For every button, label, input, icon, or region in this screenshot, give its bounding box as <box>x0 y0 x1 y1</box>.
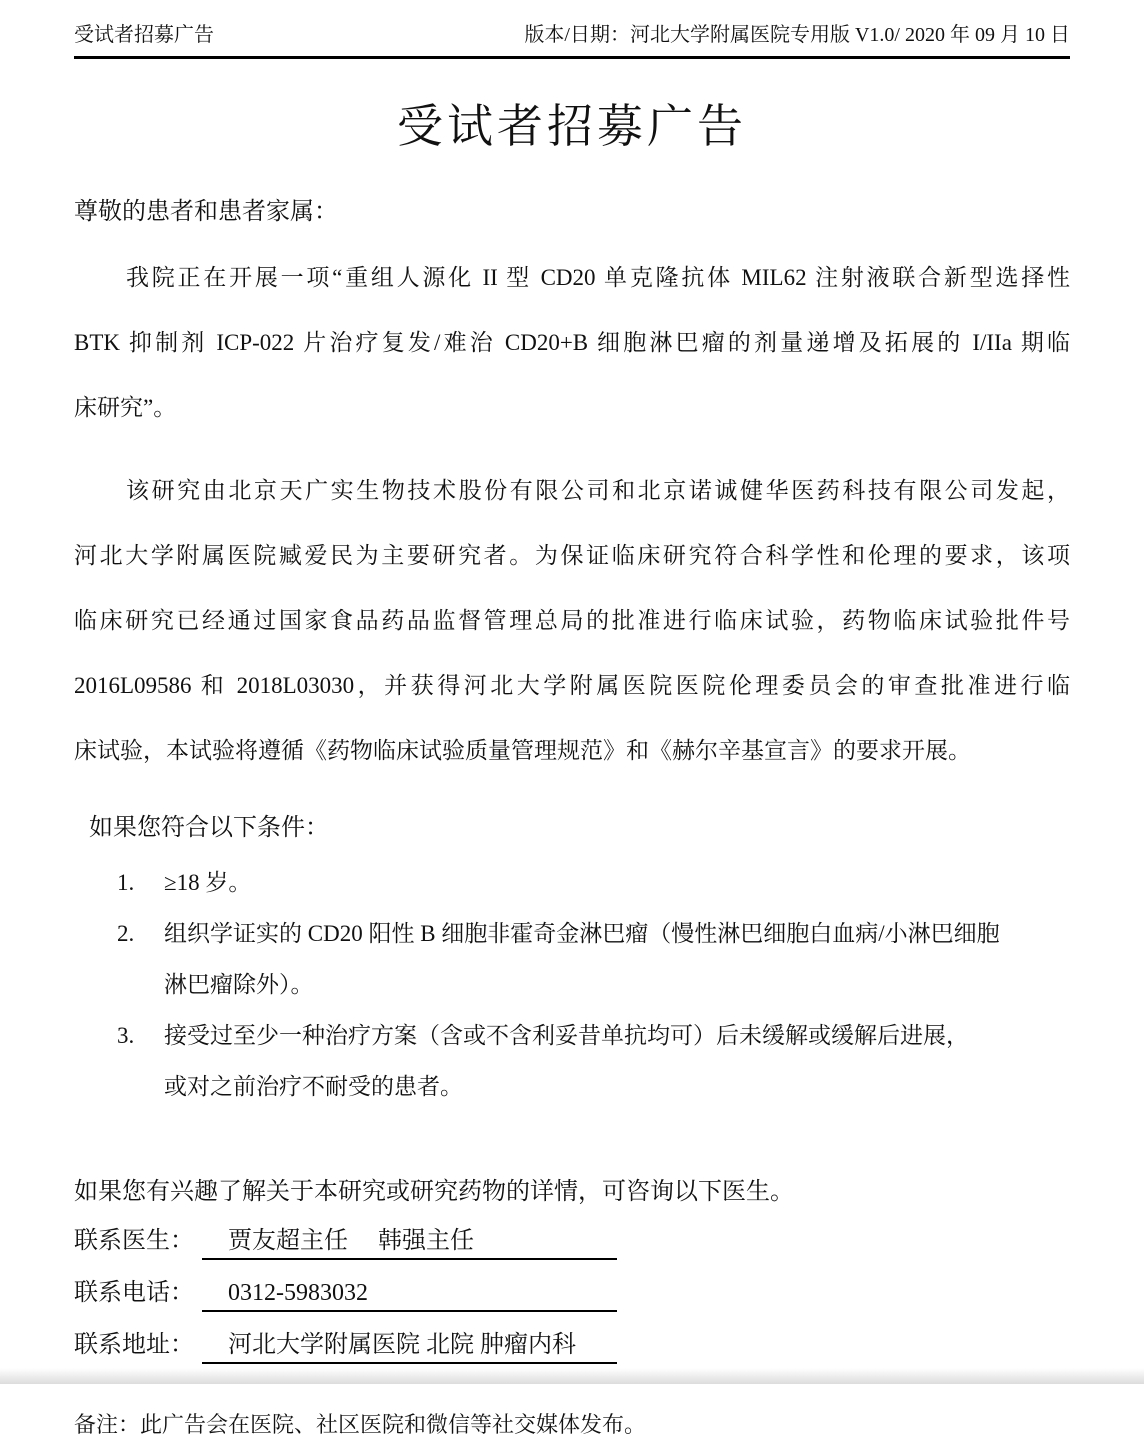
paragraph-line: 床研究”。 <box>74 395 177 420</box>
paragraph-line: 床试验，本试验将遵循《药物临床试验质量管理规范》和《赫尔辛基宣言》的要求开展。 <box>74 738 971 763</box>
interest-line: 如果您有兴趣了解关于本研究或研究药物的详情，可咨询以下医生。 <box>74 1179 794 1205</box>
paragraph-line: 该研究由北京天广实生物技术股份有限公司和北京诺诚健华医药科技有限公司发起， <box>126 478 1070 503</box>
document-title: 受试者招募广告 <box>397 101 747 152</box>
condition-text <box>164 1010 1070 1112</box>
page-bottom-edge <box>0 1368 1144 1384</box>
condition-item <box>74 908 1070 1010</box>
paragraph-sponsor-approval <box>74 458 1070 783</box>
condition-number: 2. <box>117 921 135 946</box>
condition-text <box>164 908 1070 1010</box>
condition-line: 接受过至少一种治疗方案（含或不含利妥昔单抗均可）后未缓解或缓解后进展， <box>164 1023 969 1048</box>
paragraph-line: 临床研究已经通过国家食品药品监督管理总局的批准进行临床试验，药物临床试验批件号 <box>74 608 1070 633</box>
contact-phone-label: 联系电话： <box>74 1280 194 1306</box>
paragraph-line: BTK 抑制剂 ICP-022 片治疗复发/难治 CD20+B 细胞淋巴瘤的剂量递增及拓展的 I/IIa 期临 <box>74 330 1070 355</box>
footer-note: 备注：此广告会在医院、社区医院和微信等社交媒体发布。 <box>74 1412 647 1437</box>
conditions-intro: 如果您符合以下条件： <box>89 815 329 841</box>
condition-line: 淋巴瘤除外）。 <box>164 972 314 997</box>
contact-doctor-value: 贾友超主任 韩强主任 <box>202 1225 617 1260</box>
contact-address-row <box>74 1329 1070 1364</box>
contact-doctor-row <box>74 1225 1070 1260</box>
conditions-list <box>74 857 1070 1112</box>
condition-item <box>74 857 1070 908</box>
header-running-title: 受试者招募广告 <box>74 24 214 46</box>
condition-number: 3. <box>117 1023 135 1048</box>
condition-line: ≥18 岁。 <box>164 870 252 895</box>
page-header <box>74 22 1070 59</box>
paragraph-study-intro <box>74 245 1070 440</box>
header-version-date: 版本/日期：河北大学附属医院专用版 V1.0/ 2020 年 09 月 10 日 <box>524 24 1070 46</box>
contact-address-label: 联系地址： <box>74 1332 194 1358</box>
condition-text <box>164 857 1070 908</box>
condition-line: 组织学证实的 CD20 阳性 B 细胞非霍奇金淋巴瘤（慢性淋巴细胞白血病/小淋巴细胞 <box>164 921 1000 946</box>
paragraph-line: 2016L09586 和 2018L03030，并获得河北大学附属医院医院伦理委员会的审查批准进行临 <box>74 673 1070 698</box>
paragraph-line: 河北大学附属医院臧爱民为主要研究者。为保证临床研究符合科学性和伦理的要求，该项 <box>74 543 1070 568</box>
paragraph-line: 我院正在开展一项“重组人源化 II 型 CD20 单克隆抗体 MIL62 注射液联合新型选择性 <box>126 265 1070 290</box>
condition-line: 或对之前治疗不耐受的患者。 <box>164 1074 463 1099</box>
contact-address-value: 河北大学附属医院 北院 肿瘤内科 <box>202 1329 617 1364</box>
condition-number: 1. <box>117 870 135 895</box>
salutation: 尊敬的患者和患者家属： <box>74 199 338 225</box>
contact-phone-row <box>74 1277 1070 1312</box>
condition-item <box>74 1010 1070 1112</box>
contact-doctor-label: 联系医生： <box>74 1228 194 1254</box>
contact-phone-value: 0312-5983032 <box>202 1277 617 1312</box>
